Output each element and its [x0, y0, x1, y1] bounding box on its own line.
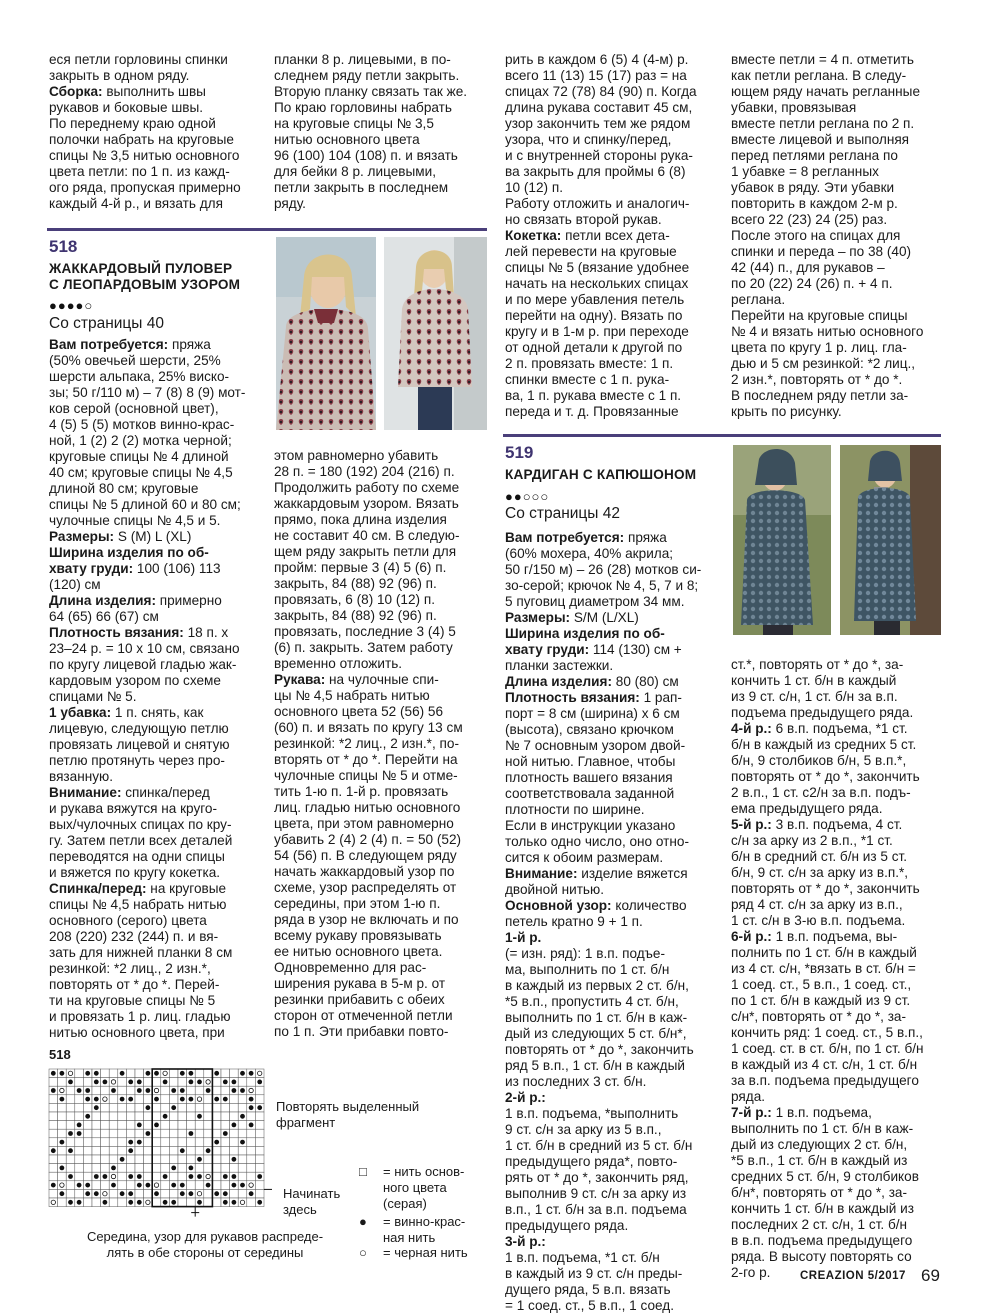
paragraph	[49, 545, 264, 593]
paragraph	[49, 529, 264, 545]
col1-top	[49, 52, 259, 212]
paragraph	[274, 672, 489, 1040]
col4-519	[731, 657, 946, 1281]
paragraph	[49, 593, 264, 625]
paragraph	[274, 52, 489, 212]
paragraph-label: 1 убавка:	[49, 705, 112, 720]
paragraph	[505, 898, 720, 930]
item-518-number: 518	[49, 237, 78, 256]
paragraph-label: Размеры:	[49, 529, 115, 544]
paragraph-label: Ширина изделия по об- хвату груди:	[505, 626, 665, 657]
item-519-number: 519	[505, 443, 534, 462]
chart-center-note: Середина, узор для рукавов распреде- лять в обе стороны от середины	[86, 1229, 324, 1260]
paragraph-text: S (M) L (XL)	[114, 529, 192, 544]
paragraph-label: Спинка/перед:	[49, 881, 147, 896]
paragraph-text: 114 (130) см + планки застежки.	[505, 642, 682, 673]
paragraph-text: 1 в.п. подъема, выполнить по 1 ст. б/н в каж- дый из следующих 2 ст. б/н, *5 в.п., 1 ст. б/н в каждый из средних 5 ст. б/н, 9 столбиков б/н*, повторять от * до *, за- кончить 1 ст. б/н в каждый из последних 2 ст. с/н, 1 ст. б/н в в.п. подъема предыдущего ряда. В высоту повторять со 2-го р.	[731, 1105, 919, 1280]
paragraph-text: 100 (106) 113 (120) см	[49, 561, 221, 592]
paragraph-text: вместе петли = 4 п. отметить как петли реглана. В следу- ющем ряду начать регланные убавки, провязывая вместе петли реглана по 2 п. вместе лицевой и выполняя перед петлями реглана по 1 убавке = 8 регланных убавок в ряду. Эти убавки повторить в каждом 2-м р. всего 22 (23) 24 (25) раз. После этого на спицах для спинки и переда – по 38 (40) 42 (44) п., для рукавов – по 20 (22) 24 (26) п. + 4 п. реглана. Перейти на круговые спицы № 4 и вязать нитью основного цвета по кругу 1 р. лиц. гла- дью и 5 см резинкой: *2 лиц., 2 изн.*, повторять от * до *. В последнем ряду петли за- крыть по рисунку.	[731, 52, 924, 419]
paragraph-text: ст.*, повторять от * до *, за- кончить 1 ст. б/н в каждый из 9 ст. с/н, 1 ст. б/н за в.п. подъема предыдущего ряда.	[731, 657, 914, 720]
paragraph-text: 1 в.п. подъема, вы- полнить по 1 ст. б/н в каждый из 4 ст. с/н, *вязать в ст. б/н = 1 соед. ст., 5 в.п., 1 соед. ст., по 1 ст. б/н в каждый из 9 ст. с/н*, повторять от * до *, за- кончить ряд: 1 соед. ст., 5 в.п., 1 соед. ст. в ст. б/н, по 1 ст. б/н в каждый из 4 ст. с/н, 1 ст. б/н за в.п. подъема предыдущего ряда.	[731, 929, 924, 1104]
paragraph	[505, 674, 720, 690]
paragraph-label: Вам потребуется:	[49, 337, 169, 352]
paragraph-text: 80 (80) см	[611, 674, 679, 689]
paragraph-label: Длина изделия:	[505, 674, 612, 689]
paragraph-text: изделие вяжется двойной нитью.	[505, 866, 688, 897]
item-518-difficulty: ●●●●○	[49, 298, 94, 313]
paragraph-text: примерно 64 (65) 66 (67) см	[49, 593, 222, 624]
paragraph-text: 3 в.п. подъема, 4 ст. с/н за арку из 2 в.п., *1 ст. б/н в средний ст. б/н из 5 ст. б/н, 9 ст. с/н за арку из в.п.*, повторять от * до *, закончить ряд 4 ст. с/н за арку из в.п., 1 ст. с/н в 3-ю в.п. подъема.	[731, 817, 920, 928]
paragraph-text: рить в каждом 6 (5) 4 (4-м) р. всего 11 (13) 15 (17) раз = на спицах 72 (78) 84 (90) п. Когда длина рукава составит 45 см, узор закончить тем же рядом узора, что и спинку/перед, и с внутренней стороны рука- ва закрыть для проймы 6 (8) 10 (12) п. Работу отложить и аналогич- но связать второй рукав.	[505, 52, 697, 227]
paragraph-label: Плотность вязания:	[505, 690, 640, 705]
paragraph-text: 18 п. х 23–24 р. = 10 х 10 см, связано по кругу лицевой гладью жак- кардовым узором по схеме спицами № 5.	[49, 625, 240, 704]
photo-518-side	[384, 237, 487, 430]
paragraph-label: 3-й р.:	[505, 1234, 546, 1249]
photo-519-front-image	[733, 445, 831, 635]
paragraph-label: Внимание:	[505, 866, 578, 881]
legend-wine-color: = винно-крас- ная нить	[383, 1214, 466, 1245]
paragraph-text: этом равномерно убавить 28 п. = 180 (192) 204 (216) п. Продолжить работу по схеме жаккардовым узором. Вязать прямо, пока длина изделия не составит 40 см. В следую- щем ряду закрыть петли для пройм: первые 3 (4) 5 (6) п. закрыть, 84 (88) 92 (96) п. провязать, 6 (8) 10 (12) п. закрыть, 84 (88) 92 (96) п. провязать, последние 3 (4) 5 (6) п. закрыть. Затем работу временно отложить.	[274, 448, 460, 671]
photo-519-side	[840, 445, 941, 635]
paragraph-label: Сборка:	[49, 84, 103, 99]
paragraph	[505, 866, 720, 898]
col2-top	[274, 52, 489, 212]
paragraph-text: петли всех дета- лей перевести на круговые спицы № 5 (вязание удобнее начать на нескольких спицах и по мере убавления петель перейти на одну). Вязать по кругу и в 1-м р. при переходе от одной детали к другой по 2 п. провязать вместе: 1 п. спинки вместе с 1 п. рука- ва, 1 п. рукава вместе с 1 п. переда и т. д. Провязанные	[505, 228, 690, 419]
paragraph	[49, 785, 264, 881]
paragraph-label: 4-й р.:	[731, 721, 772, 736]
photo-519-side-image	[840, 445, 941, 635]
paragraph-label: Размеры:	[505, 610, 571, 625]
paragraph-text: еся петли горловины спинки закрыть в одном ряду.	[49, 52, 228, 83]
paragraph-label: Ширина изделия по об- хвату груди:	[49, 545, 209, 576]
paragraph	[731, 657, 946, 721]
paragraph-text: выполнить швы рукавов и боковые швы. По переднему краю одной полочки набрать на круговые спицы № 3,5 нитью основного цвета петли: по 1 п. из кажд- ого ряда, пропуская примерно каждый 4-й р., и вязать для	[49, 84, 241, 211]
filled-dot-icon: ●	[359, 1214, 367, 1229]
hollow-dot-icon: ○	[359, 1245, 367, 1260]
photo-518-front-image	[276, 237, 376, 430]
item-519-difficulty: ●●○○○	[505, 489, 550, 504]
paragraph	[505, 1090, 720, 1234]
paragraph-text: на чулочные спи- цы № 4,5 набрать нитью основного цвета 52 (56) 56 (60) п. и вязать по кругу 13 см резинкой: *2 лиц., 2 изн.*, по- вторять от * до *. Перейти на чулочные спицы № 5 и отме- тить 1-ю п. 1-й р. провязать лиц. гладью нитью основного цвета, при этом равномерно убавить 2 (4) 2 (4) п. = 50 (52) 54 (56) п. В следующем ряду начать жаккардовый узор по схеме, узор распределять от середины, при этом 1-ю п. ряда в узор не включать и по всему рукаву провязывать ее нитью основного цвета. Одновременно для рас- ширения рукава в 5-м р. от резинки прибавить с обеих сторон от отмеченной петли по 1 п. Эти прибавки повто-	[274, 672, 463, 1039]
item-518-page-ref: Со страницы 40	[49, 315, 164, 332]
paragraph-text: 1 в.п. подъема, *1 ст. б/н в каждый из 9 ст. с/н преды- дущего ряда, 5 в.п. вязать = 1 соед. ст., 5 в.п., 1 соед.	[505, 1250, 683, 1313]
paragraph	[505, 1234, 720, 1314]
paragraph	[731, 721, 946, 817]
paragraph	[731, 52, 946, 420]
paragraph	[505, 52, 720, 228]
paragraph-text: (= изн. ряд): 1 в.п. подъе- ма, выполнить по 1 ст. б/н в каждый из первых 2 ст. б/н, *5 в.п., пропустить 4 ст. б/н, выполнить по 1 ст. б/н в каж- дый из следующих 5 ст. б/н*, повторять от * до *, закончить ряд 5 в.п., 1 ст. б/н в каждый из последних 3 ст. б/н.	[505, 946, 694, 1089]
legend-black-color: = черная нить	[383, 1245, 468, 1260]
paragraph	[49, 52, 259, 84]
item-519-title: КАРДИГАН С КАПЮШОНОМ	[505, 467, 697, 482]
paragraph-text: количество петель кратно 9 + 1 п.	[505, 898, 687, 929]
photo-518-side-image	[384, 237, 487, 430]
paragraph-label: Внимание:	[49, 785, 122, 800]
footer-magazine: CREAZION 5/2017	[800, 1270, 906, 1282]
paragraph-text: пряжа (60% мохера, 40% акрила; 50 г/150 м) – 26 (28) мотков си- зо-серой; крючок № 4, 5, 7 и 8; 5 пуговиц диаметром 34 мм.	[505, 530, 702, 609]
photo-518-front	[276, 237, 376, 430]
paragraph-text: пряжа (50% овечьей шерсти, 25% шерсти альпака, 25% виско- зы; 50 г/110 м) – 7 (8) 8 (9) мот- ков серой (основной цвет), 4 (5) 5 (5) мотков винно-крас- ной, 1 (2) 2 (2) мотка черной; круговые спицы № 4 длиной 40 см; круговые спицы № 4,5 длиной 80 см; круговые спицы № 5 длиной 60 и 80 см; чулочные спицы № 4,5 и 5.	[49, 337, 246, 528]
col2-518	[274, 448, 489, 1040]
empty-square-icon: □	[359, 1164, 367, 1179]
paragraph-label: 2-й р.:	[505, 1090, 546, 1105]
paragraph-label: Длина изделия:	[49, 593, 156, 608]
paragraph	[731, 1105, 946, 1281]
paragraph-label: 5-й р.:	[731, 817, 772, 832]
paragraph	[274, 448, 489, 672]
paragraph	[505, 610, 720, 626]
paragraph	[505, 690, 720, 866]
paragraph-label: Основной узор:	[505, 898, 612, 913]
paragraph-label: Вам потребуется:	[505, 530, 625, 545]
paragraph	[49, 84, 259, 212]
photo-519-front	[733, 445, 831, 635]
paragraph	[49, 881, 264, 1041]
paragraph	[49, 337, 264, 529]
paragraph	[505, 626, 720, 674]
paragraph	[505, 930, 720, 1090]
knitting-chart	[47, 1067, 272, 1217]
chart-label: 518	[49, 1047, 71, 1062]
paragraph	[505, 228, 720, 420]
paragraph	[731, 817, 946, 929]
paragraph	[49, 625, 264, 705]
item-519-page-ref: Со страницы 42	[505, 505, 620, 522]
paragraph-label: 7-й р.:	[731, 1105, 772, 1120]
footer-page-number: 69	[921, 1266, 940, 1285]
col3-519	[505, 530, 720, 1314]
paragraph-text: планки 8 р. лицевыми, в по- следнем ряду петли закрыть. Вторую планку связать так же. По краю горловины набрать на круговые спицы № 3,5 нитью основного цвета 96 (100) 104 (108) п. и вязать для бейки 8 р. лицевыми, петли закрыть в последнем ряду.	[274, 52, 468, 211]
paragraph-text: 6 в.п. подъема, *1 ст. б/н в каждый из средних 5 ст. б/н, 9 столбиков б/н, 5 в.п.*, повторять от * до *, закончить 2 в.п., 1 ст. с2/н за в.п. подъ- ема предыдущего ряда.	[731, 721, 920, 816]
paragraph	[505, 530, 720, 610]
paragraph	[731, 929, 946, 1105]
paragraph	[49, 705, 264, 785]
chart-start-note: Начинать здесь	[283, 1186, 341, 1217]
paragraph-label: Плотность вязания:	[49, 625, 184, 640]
item-519-rule	[503, 434, 941, 437]
chart-repeat-note: Повторять выделенный фрагмент	[276, 1099, 420, 1130]
paragraph-label: Рукава:	[274, 672, 326, 687]
legend-main-color: = нить основ- ного цвета (серая)	[383, 1164, 465, 1211]
paragraph-label: 6-й р.:	[731, 929, 772, 944]
paragraph-text: 1 в.п. подъема, *выполнить 9 ст. с/н за арку из 5 в.п., 1 ст. б/н в средний из 5 ст. б/н предыдущего ряда*, повто- рять от * до *, закончить ряд, выполнив 9 ст. с/н за арку из в.п., 1 ст. б/н за в.п. подъема предыдущего ряда.	[505, 1106, 693, 1233]
paragraph-text: S/M (L/XL)	[570, 610, 639, 625]
paragraph-text: спинка/перед и рукава вяжутся на круго- вых/чулочных спицах по кру- гу. Затем петли всех деталей переводятся на одни спицы и вяжется по кругу кокетка.	[49, 785, 233, 880]
item-518-rule	[47, 228, 487, 231]
paragraph-text: 1 рап- порт = 8 см (ширина) х 6 см (высота), связано крючком № 7 основным узором двой- ной нитью. Главное, чтобы плотность вашего вязания соответствовала заданной плотности по ширине. Если в инструкции указано только одно число, оно отно- сится к обоим размерам.	[505, 690, 689, 865]
col4-top	[731, 52, 946, 420]
paragraph-label: 1-й р.	[505, 930, 542, 945]
col1-518	[49, 337, 264, 1041]
paragraph-label: Кокетка:	[505, 228, 562, 243]
paragraph-text: на круговые спицы № 4,5 набрать нитью основного (серого) цвета 208 (220) 232 (244) п. и вя- зать для нижней планки 8 см резинкой: *2 лиц., 2 изн.*, повторять от * до *. Перей- ти на круговые спицы № 5 и провязать 1 р. лиц. гладью нитью основного цвета, при	[49, 881, 233, 1040]
item-518-title: ЖАККАРДОВЫЙ ПУЛОВЕР С ЛЕОПАРДОВЫМ УЗОРОМ	[49, 261, 241, 292]
col3-top	[505, 52, 720, 420]
paragraph-text: 1 п. снять, как лицевую, следующую петлю провязать лицевой и снятую петлю протянуть через про- вязанную.	[49, 705, 230, 784]
